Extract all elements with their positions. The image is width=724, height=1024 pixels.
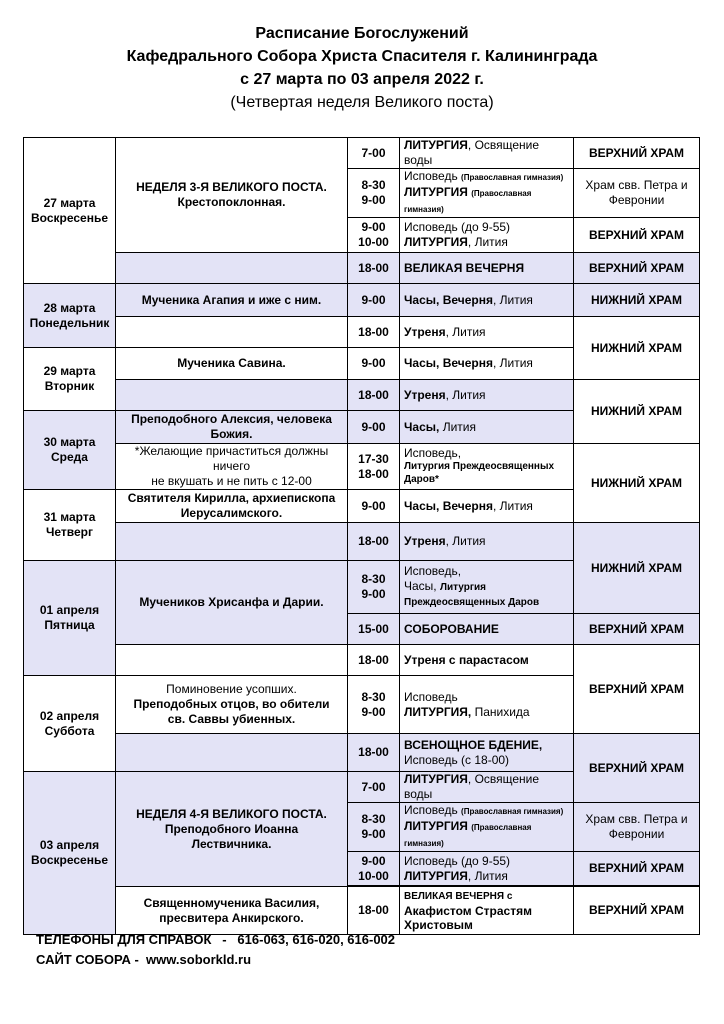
feast-text: Лествичника. [191, 836, 272, 851]
service-text: Даров* [404, 474, 439, 485]
service-cell: ВЕЛИКАЯ ВЕЧЕРНЯ [400, 253, 574, 284]
day-cell [24, 411, 116, 490]
schedule-table [23, 137, 700, 935]
feast-text: Поминовение усопших. [166, 682, 297, 696]
day-cell [24, 561, 116, 676]
feast-text: Крестопоклонная. [177, 195, 286, 209]
service-text: ЛИТУРГИЯ [404, 235, 468, 249]
time-cell [348, 561, 400, 614]
place-text: Храм свв. Петра и [585, 178, 688, 192]
title-line-2: Кафедрального Собора Христа Спасителя г. Калининграда [126, 48, 598, 65]
feast-text: Святителя Кирилла, архиепископа [127, 491, 336, 505]
service-cell [400, 317, 574, 348]
title-line-3: с 27 марта по 03 апреля 2022 г. [240, 71, 484, 88]
place-cell: ВЕРХНИЙ ХРАМ [574, 645, 700, 734]
service-text: , Лития [492, 292, 533, 307]
feast-text: Преподобного Иоанна [164, 821, 299, 836]
service-cell [400, 490, 574, 523]
service-text: Утреня [404, 534, 446, 548]
weekday-text: Воскресенье [30, 210, 108, 225]
service-text: Панихида [471, 704, 530, 719]
time-cell: 18-00 [348, 523, 400, 561]
service-cell [400, 852, 574, 886]
feast-text: пресвитера Анкирского. [159, 910, 304, 925]
service-text: ЛИТУРГИЯ [404, 772, 468, 786]
service-text: Исповедь (до 9-55) [404, 220, 511, 234]
service-text: ЛИТУРГИЯ [404, 138, 468, 152]
service-cell: СОБОРОВАНИЕ [400, 614, 574, 645]
service-cell [400, 444, 574, 490]
title-line-4: (Четвертая неделя Великого поста) [230, 94, 494, 111]
service-cell [400, 411, 574, 444]
service-text: Преждеосвященных Даров [404, 597, 540, 608]
day-cell [24, 348, 116, 411]
service-text: Часы, Вечерня [404, 292, 493, 307]
feast-cell [116, 138, 348, 253]
date-text: 27 марта [43, 195, 96, 210]
time-cell: 18-00 [348, 645, 400, 676]
table-row [24, 734, 700, 772]
time-cell [348, 852, 400, 886]
place-cell: НИЖНИЙ ХРАМ [574, 444, 700, 523]
time-text: 17-30 [358, 451, 389, 466]
feast-cell-empty [116, 317, 348, 348]
time-cell: 18-00 [348, 380, 400, 411]
weekday-text: Пятница [44, 618, 95, 632]
page-header [0, 22, 724, 114]
service-text: Часы, [404, 419, 440, 434]
table-row [24, 444, 700, 490]
feast-cell [116, 887, 348, 935]
time-cell: 18-00 [348, 887, 400, 935]
service-text: , Лития [492, 498, 533, 513]
table-row [24, 887, 700, 935]
service-cell [400, 803, 574, 852]
note-cell [116, 444, 348, 490]
weekday-text: Воскресенье [30, 853, 108, 867]
service-text: ЛИТУРГИЯ [404, 185, 472, 199]
time-cell [348, 169, 400, 218]
feast-cell-empty [116, 253, 348, 284]
feast-text: Священномученика Василия, [143, 895, 320, 910]
service-note: (Православная гимназия) [461, 807, 564, 816]
service-cell [400, 734, 574, 772]
place-cell: ВЕРХНИЙ ХРАМ [574, 852, 700, 886]
service-cell [400, 676, 574, 734]
service-text: , Лития [445, 387, 486, 402]
feast-cell-empty [116, 380, 348, 411]
day-cell [24, 676, 116, 772]
time-text: 10-00 [358, 868, 389, 883]
place-cell: ВЕРХНИЙ ХРАМ [574, 734, 700, 803]
service-text: , Освящение воды [404, 772, 540, 801]
place-cell: НИЖНИЙ ХРАМ [574, 317, 700, 380]
service-text: Лития [439, 419, 476, 434]
feast-text: св. Саввы убиенных. [167, 712, 296, 726]
service-text: ВЕЛИКАЯ ВЕЧЕРНЯ с [404, 890, 513, 902]
service-cell: Утреня с парастасом [400, 645, 574, 676]
time-text: 8-30 [361, 689, 386, 704]
footer [36, 930, 395, 970]
service-note: (Православная гимназия) [404, 189, 532, 214]
service-note: (Православная гимназия) [404, 823, 532, 848]
time-text: 18-00 [358, 466, 389, 481]
weekday-text: Понедельник [29, 315, 110, 330]
date-text: 03 апреля [39, 838, 100, 852]
service-text: Исповедь (с 18-00) [404, 752, 510, 767]
feast-cell [116, 411, 348, 444]
service-cell [400, 169, 574, 218]
service-cell [400, 523, 574, 561]
table-row [24, 645, 700, 676]
time-cell [348, 676, 400, 734]
service-text: Часы, Вечерня [404, 356, 493, 370]
weekday-text: Вторник [44, 379, 95, 393]
time-text: 9-00 [361, 853, 386, 868]
table-row [24, 380, 700, 411]
place-cell: НИЖНИЙ ХРАМ [574, 380, 700, 444]
feast-text: НЕДЕЛЯ 3-Я ВЕЛИКОГО ПОСТА. [136, 180, 327, 194]
time-cell [348, 218, 400, 253]
service-cell [400, 348, 574, 380]
service-text: Исповедь, [404, 564, 462, 578]
feast-cell: Мучеников Хрисанфа и Дарии. [116, 561, 348, 645]
service-text: Исповедь [404, 803, 462, 817]
feast-text: Преподобных отцов, во обители [133, 697, 330, 711]
time-text: 8-30 [361, 178, 386, 192]
place-text: Февронии [608, 193, 665, 207]
feast-cell: Мученика Савина. [116, 348, 348, 380]
table-row [24, 253, 700, 284]
feast-text: Преподобного Алексия, человека [131, 412, 332, 426]
date-text: 01 апреля [39, 603, 100, 617]
date-text: 30 марта [43, 435, 96, 449]
site-text: САЙТ СОБОРА - www.soborkld.ru [36, 952, 252, 967]
table-row [24, 138, 700, 169]
time-text: 9-00 [361, 193, 386, 207]
service-text: Часы, Вечерня [404, 498, 493, 513]
time-text: 9-00 [361, 704, 386, 719]
place-cell: ВЕРХНИЙ ХРАМ [574, 253, 700, 284]
feast-cell-empty [116, 523, 348, 561]
service-text: ЛИТУРГИЯ, [404, 704, 472, 719]
time-cell [348, 444, 400, 490]
service-text: Часы, [404, 579, 440, 593]
time-cell: 9-00 [348, 348, 400, 380]
place-cell: ВЕРХНИЙ ХРАМ [574, 887, 700, 935]
feast-text: Иерусалимского. [180, 506, 283, 520]
service-text: Исповедь, [404, 446, 462, 460]
feast-cell [116, 490, 348, 523]
time-cell: 18-00 [348, 253, 400, 284]
table-row [24, 317, 700, 348]
feast-text: НЕДЕЛЯ 4-Я ВЕЛИКОГО ПОСТА. [136, 806, 327, 821]
service-text: Утреня [404, 324, 446, 339]
service-cell [400, 138, 574, 169]
time-cell: 9-00 [348, 284, 400, 317]
time-cell: 15-00 [348, 614, 400, 645]
feast-cell [116, 676, 348, 734]
time-text: 8-30 [361, 812, 386, 826]
date-text: 02 апреля [39, 708, 100, 723]
service-text: Исповедь [404, 169, 462, 183]
service-text: Утреня [404, 387, 446, 402]
service-text: ВСЕНОЩНОЕ БДЕНИЕ, [404, 737, 543, 752]
phones-text: ТЕЛЕФОНЫ ДЛЯ СПРАВОК - 616-063, 616-020, 616-002 [36, 932, 396, 947]
table-row [24, 284, 700, 317]
place-cell: НИЖНИЙ ХРАМ [574, 523, 700, 614]
weekday-text: Среда [51, 450, 88, 464]
date-text: 31 марта [43, 510, 96, 524]
time-cell: 9-00 [348, 490, 400, 523]
note-text: не вкушать и не пить с 12-00 [151, 474, 312, 488]
time-cell: 7-00 [348, 138, 400, 169]
place-cell: ВЕРХНИЙ ХРАМ [574, 614, 700, 645]
feast-cell [116, 772, 348, 887]
feast-text: Божия. [210, 427, 253, 441]
weekday-text: Суббота [44, 723, 95, 738]
day-cell [24, 284, 116, 348]
time-text: 9-00 [361, 827, 386, 841]
date-text: 29 марта [43, 364, 96, 378]
time-cell: 7-00 [348, 772, 400, 803]
date-text: 28 марта [43, 300, 96, 315]
time-text: 10-00 [358, 235, 389, 249]
place-cell: ВЕРХНИЙ ХРАМ [574, 218, 700, 253]
service-text: , Лития [467, 235, 508, 249]
place-cell [574, 803, 700, 852]
place-text: Февронии [608, 827, 665, 841]
service-cell [400, 218, 574, 253]
time-text: 9-00 [361, 587, 386, 601]
day-cell [24, 138, 116, 284]
service-text: Христовым [404, 917, 473, 932]
service-note: (Православная гимназия) [461, 173, 564, 182]
service-cell [400, 284, 574, 317]
service-text: Литургия Преждеосвященных [404, 461, 555, 472]
time-cell: 18-00 [348, 734, 400, 772]
service-cell [400, 561, 574, 614]
service-text: ЛИТУРГИЯ [404, 819, 472, 833]
service-text: ЛИТУРГИЯ [404, 868, 468, 883]
feast-cell-empty [116, 645, 348, 676]
service-text: , Лития [467, 868, 508, 883]
service-text: , Лития [445, 534, 486, 548]
place-text: Храм свв. Петра и [585, 812, 688, 826]
time-cell [348, 803, 400, 852]
service-text: , Освящение воды [404, 138, 540, 167]
time-cell: 18-00 [348, 317, 400, 348]
place-cell: НИЖНИЙ ХРАМ [574, 284, 700, 317]
service-cell [400, 380, 574, 411]
service-text: Литургия [439, 582, 486, 593]
day-cell [24, 490, 116, 561]
title-line-1: Расписание Богослужений [255, 25, 469, 42]
feast-cell: Мученика Агапия и иже с ним. [116, 284, 348, 317]
service-cell [400, 772, 574, 803]
feast-cell-empty [116, 734, 348, 772]
day-cell [24, 772, 116, 935]
service-text: Исповедь (до 9-55) [404, 853, 511, 868]
weekday-text: Четверг [45, 525, 94, 539]
service-text: , Лития [445, 324, 486, 339]
table-row [24, 523, 700, 561]
service-cell [400, 887, 574, 935]
time-text: 9-00 [361, 220, 386, 234]
place-cell: ВЕРХНИЙ ХРАМ [574, 138, 700, 169]
time-text: 8-30 [361, 572, 386, 586]
service-text: , Лития [492, 356, 533, 370]
service-text: Акафистом Страстям [404, 903, 532, 918]
time-cell: 9-00 [348, 411, 400, 444]
service-text: Исповедь [404, 689, 458, 704]
note-text: *Желающие причаститься должны ничего [134, 444, 329, 473]
place-cell [574, 169, 700, 218]
